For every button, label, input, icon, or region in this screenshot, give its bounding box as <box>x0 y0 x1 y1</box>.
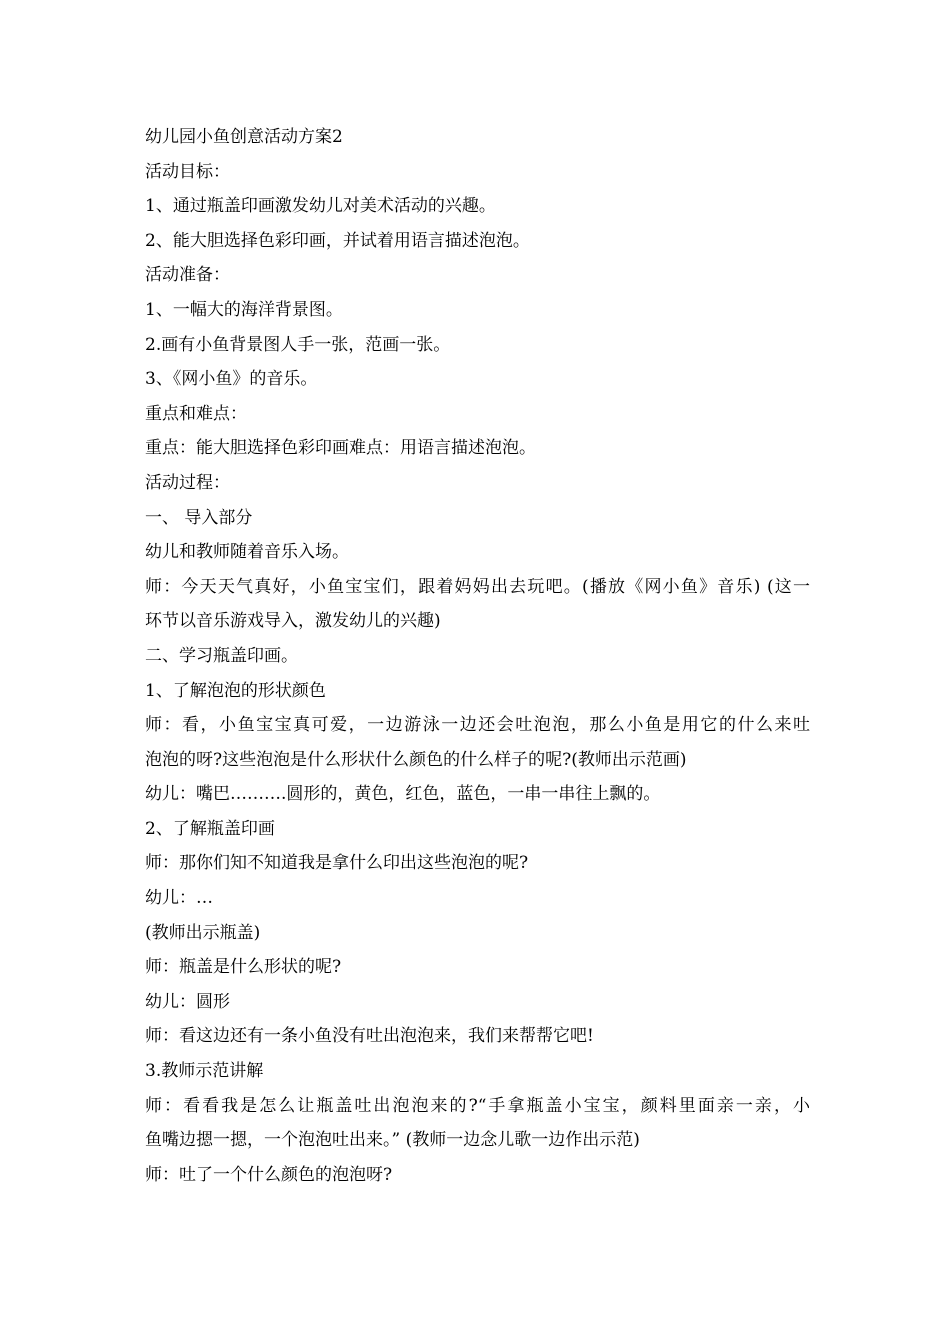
preparation-item-1: 1、一幅大的海洋背景图。 <box>145 299 343 320</box>
section-heading-goals: 活动目标： <box>145 161 230 182</box>
paragraph-line: 幼儿：… <box>145 888 213 909</box>
paragraph-line: (教师出示瓶盖) <box>145 922 261 943</box>
paragraph-line: 师：看这边还有一条小鱼没有吐出泡泡来，我们来帮帮它吧! <box>145 1026 594 1047</box>
paragraph-line: 幼儿：嘴巴……….圆形的，黄色，红色，蓝色，一串一串往上飘的。 <box>145 784 661 805</box>
paragraph-line: 师：今天天气真好，小鱼宝宝们，跟着妈妈出去玩吧。(播放《网小鱼》音乐) (这一 <box>145 576 810 597</box>
subsection-heading-2: 2、了解瓶盖印画 <box>145 818 275 839</box>
subsection-heading-3: 3.教师示范讲解 <box>145 1061 264 1082</box>
paragraph-line: 幼儿和教师随着音乐入场。 <box>145 542 349 563</box>
document-body <box>145 120 810 1192</box>
paragraph-line: 师：瓶盖是什么形状的呢? <box>145 957 342 978</box>
preparation-item-2: 2.画有小鱼背景图人手一张，范画一张。 <box>145 334 451 355</box>
process-part-2-heading: 二、学习瓶盖印画。 <box>145 645 298 666</box>
section-heading-key-points: 重点和难点： <box>145 403 247 424</box>
paragraph-line: 幼儿：圆形 <box>145 991 230 1012</box>
document-title: 幼儿园小鱼创意活动方案2 <box>145 127 343 147</box>
paragraph-line: 师：吐了一个什么颜色的泡泡呀? <box>145 1164 393 1185</box>
paragraph-line: 师：看，小鱼宝宝真可爱，一边游泳一边还会吐泡泡，那么小鱼是用它的什么来吐 <box>145 715 810 736</box>
paragraph-line: 环节以音乐游戏导入，激发幼儿的兴趣) <box>145 611 441 632</box>
section-heading-process: 活动过程： <box>145 472 230 493</box>
paragraph-line: 泡泡的呀?这些泡泡是什么形状什么颜色的什么样子的呢?(教师出示范画) <box>145 749 687 770</box>
goal-item-1: 1、通过瓶盖印画激发幼儿对美术活动的兴趣。 <box>145 196 496 217</box>
goal-item-2: 2、能大胆选择色彩印画，并试着用语言描述泡泡。 <box>145 230 530 251</box>
preparation-item-3: 3、《网小鱼》的音乐。 <box>145 369 318 390</box>
paragraph-line: 师：看看我是怎么让瓶盖吐出泡泡来的?“手拿瓶盖小宝宝，颜料里面亲一亲，小 <box>145 1095 810 1116</box>
section-heading-preparation: 活动准备： <box>145 265 230 286</box>
paragraph-line: 鱼嘴边摁一摁，一个泡泡吐出来。” (教师一边念儿歌一边作出示范) <box>145 1130 640 1151</box>
paragraph-line: 师：那你们知不知道我是拿什么印出这些泡泡的呢? <box>145 853 529 874</box>
subsection-heading-1: 1、了解泡泡的形状颜色 <box>145 680 326 701</box>
key-points-text: 重点：能大胆选择色彩印画难点：用语言描述泡泡。 <box>145 438 536 459</box>
process-part-1-heading: 一、 导入部分 <box>145 507 253 528</box>
